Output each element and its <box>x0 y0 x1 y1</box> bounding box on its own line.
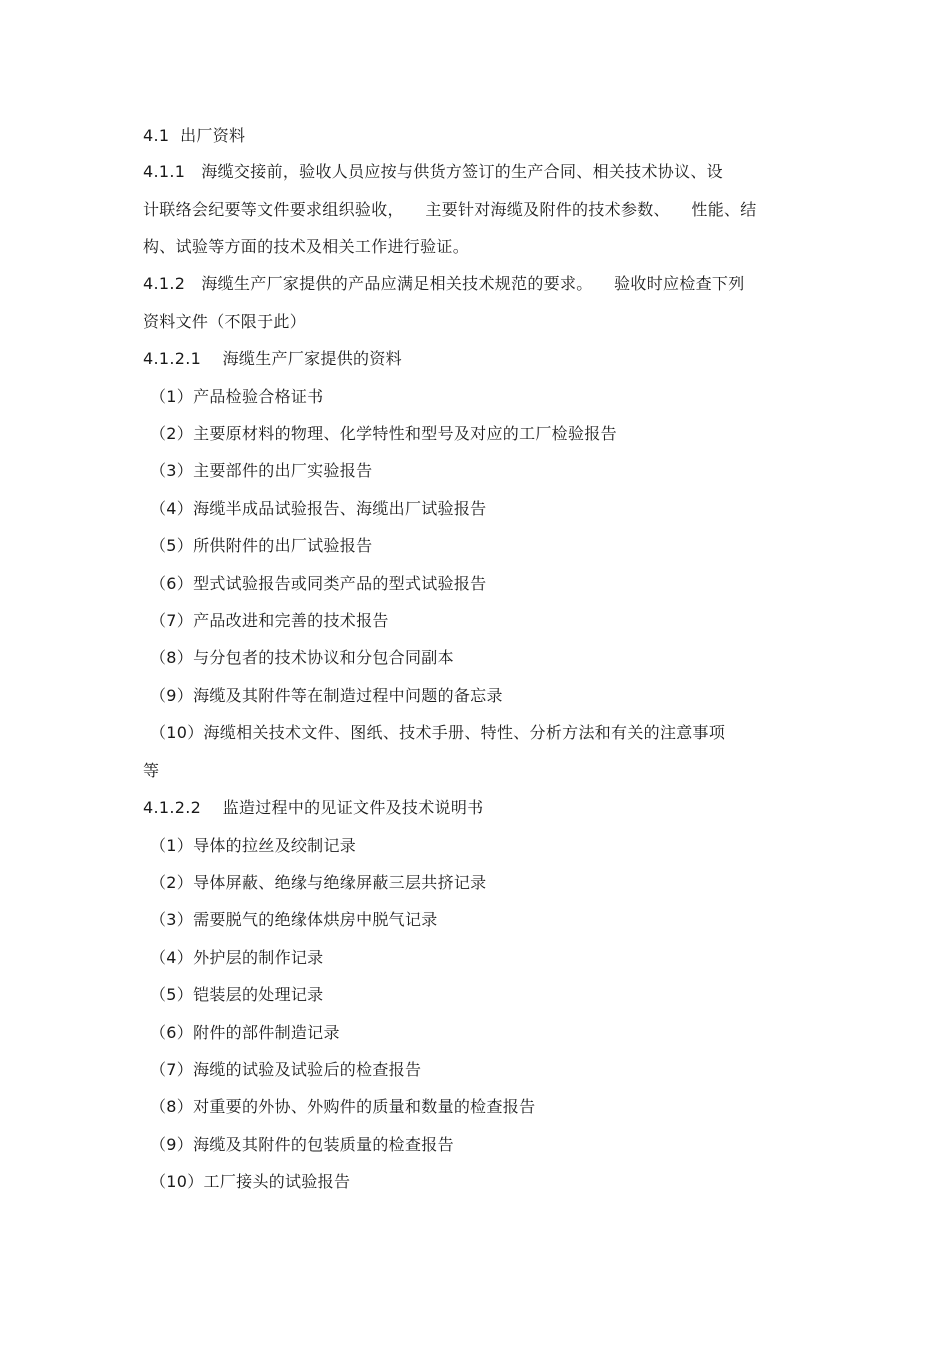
list-item: （6）附件的部件制造记录 <box>150 1023 340 1042</box>
list-item: （4）外护层的制作记录 <box>150 948 324 967</box>
section-title: 4.1 出厂资料 <box>143 126 246 145</box>
list-item: （4）海缆半成品试验报告、海缆出厂试验报告 <box>150 499 487 518</box>
para-4-1-2-line2: 资料文件（不限于此） <box>143 312 307 331</box>
list-item: （10）海缆相关技术文件、图纸、技术手册、特性、分析方法和有关的注意事项 <box>150 723 726 742</box>
list-item: （9）海缆及其附件的包装质量的检查报告 <box>150 1135 454 1154</box>
list-item: （5）铠装层的处理记录 <box>150 985 324 1004</box>
list-item: （3）主要部件的出厂实验报告 <box>150 461 373 480</box>
list-item: （1）导体的拉丝及绞制记录 <box>150 836 357 855</box>
para-4-1-1-line1: 4.1.1 海缆交接前，验收人员应按与供货方签订的生产合同、相关技术协议、设 <box>143 162 723 181</box>
list-item: （3）需要脱气的绝缘体烘房中脱气记录 <box>150 910 438 929</box>
subsection-heading-4-1-2-2: 4.1.2.2 监造过程中的见证文件及技术说明书 <box>143 798 484 817</box>
para-4-1-2-line1: 4.1.2 海缆生产厂家提供的产品应满足相关技术规范的要求。 验收时应检查下列 <box>143 274 745 293</box>
list-item: （8）对重要的外协、外购件的质量和数量的检查报告 <box>150 1097 536 1116</box>
list-item: （6）型式试验报告或同类产品的型式试验报告 <box>150 574 487 593</box>
list-item: （7）海缆的试验及试验后的检查报告 <box>150 1060 422 1079</box>
list-item: （7）产品改进和完善的技术报告 <box>150 611 389 630</box>
list-item: （5）所供附件的出厂试验报告 <box>150 536 373 555</box>
list-item: （9）海缆及其附件等在制造过程中问题的备忘录 <box>150 686 503 705</box>
subsection-heading-4-1-2-1: 4.1.2.1 海缆生产厂家提供的资料 <box>143 349 402 368</box>
list-item-continuation: 等 <box>143 761 160 780</box>
list-item: （2）导体屏蔽、绝缘与绝缘屏蔽三层共挤记录 <box>150 873 487 892</box>
list-item: （1）产品检验合格证书 <box>150 387 324 406</box>
list-item: （8）与分包者的技术协议和分包合同副本 <box>150 648 454 667</box>
para-4-1-1-line3: 构、试验等方面的技术及相关工作进行验证。 <box>143 237 470 256</box>
para-4-1-1-line2: 计联络会纪要等文件要求组织验收， 主要针对海缆及附件的技术参数、 性能、结 <box>143 200 757 219</box>
list-item: （10）工厂接头的试验报告 <box>150 1172 351 1191</box>
list-item: （2）主要原材料的物理、化学特性和型号及对应的工厂检验报告 <box>150 424 617 443</box>
